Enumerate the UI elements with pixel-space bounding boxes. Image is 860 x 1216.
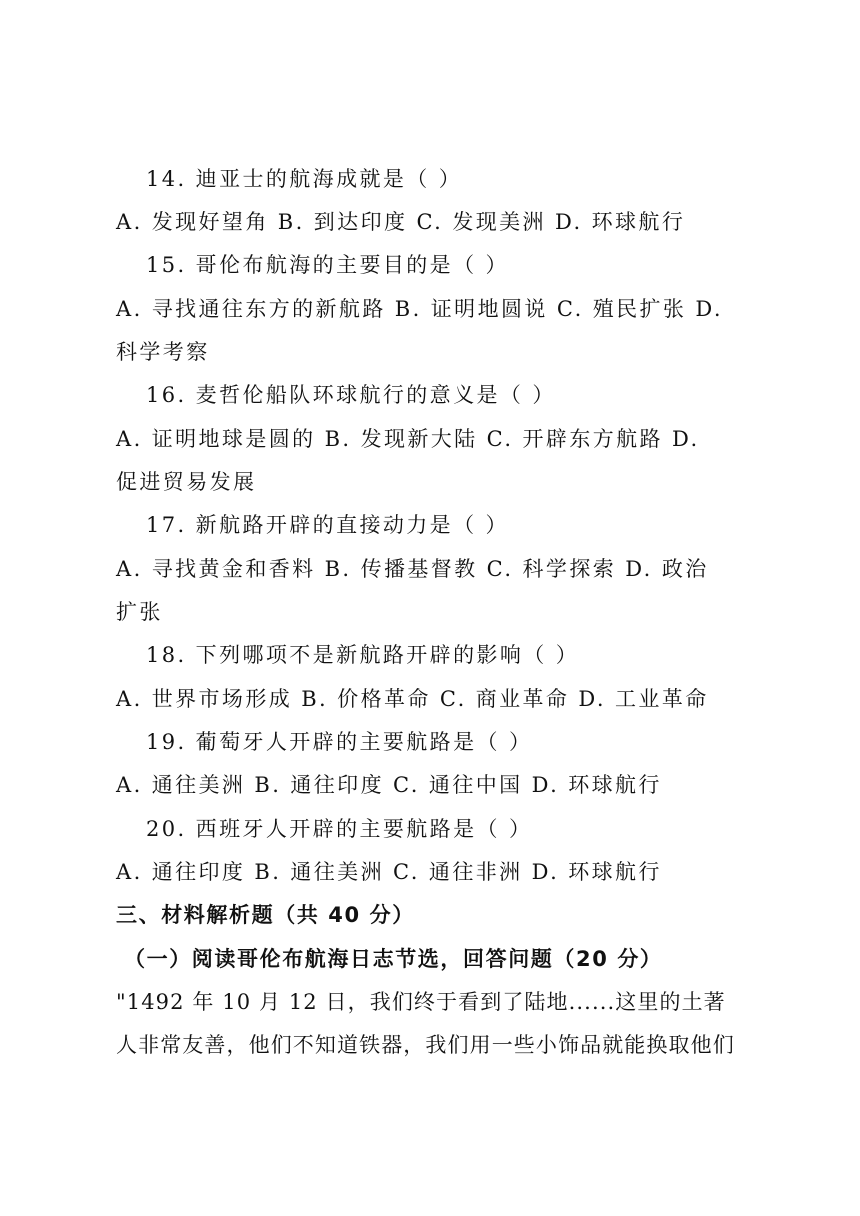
- question-16-options-cont: 促进贸易发展: [116, 470, 257, 494]
- question-17: 17. 新航路开辟的直接动力是（ ）: [146, 513, 509, 537]
- question-18-options: A. 世界市场形成 B. 价格革命 C. 商业革命 D. 工业革命: [116, 687, 709, 711]
- material-text-line-1: "1492 年 10 月 12 日，我们终于看到了陆地......这里的土著: [116, 990, 726, 1014]
- question-18: 18. 下列哪项不是新航路开辟的影响（ ）: [146, 643, 580, 667]
- question-20-options: A. 通往印度 B. 通往美洲 C. 通往非洲 D. 环球航行: [116, 860, 662, 884]
- question-17-options-cont: 扩张: [116, 600, 163, 624]
- material-text-line-2: 人非常友善，他们不知道铁器，我们用一些小饰品就能换取他们: [116, 1033, 735, 1057]
- question-16-options: A. 证明地球是圆的 B. 发现新大陆 C. 开辟东方航路 D.: [116, 427, 700, 451]
- question-15-options-cont: 科学考察: [116, 340, 210, 364]
- question-20: 20. 西班牙人开辟的主要航路是（ ）: [146, 817, 533, 841]
- subsection-heading: （一）阅读哥伦布航海日志节选，回答问题（20 分）: [124, 947, 663, 971]
- question-17-options: A. 寻找黄金和香料 B. 传播基督教 C. 科学探索 D. 政治: [116, 557, 709, 581]
- question-14: 14. 迪亚士的航海成就是（ ）: [146, 167, 463, 191]
- section-heading: 三、材料解析题（共 40 分）: [116, 903, 415, 927]
- question-19-options: A. 通往美洲 B. 通往印度 C. 通往中国 D. 环球航行: [116, 773, 662, 797]
- question-15-options: A. 寻找通往东方的新航路 B. 证明地圆说 C. 殖民扩张 D.: [116, 297, 723, 321]
- question-15: 15. 哥伦布航海的主要目的是（ ）: [146, 253, 509, 277]
- question-19: 19. 葡萄牙人开辟的主要航路是（ ）: [146, 730, 533, 754]
- question-16: 16. 麦哲伦船队环球航行的意义是（ ）: [146, 383, 556, 407]
- question-14-options: A. 发现好望角 B. 到达印度 C. 发现美洲 D. 环球航行: [116, 210, 686, 234]
